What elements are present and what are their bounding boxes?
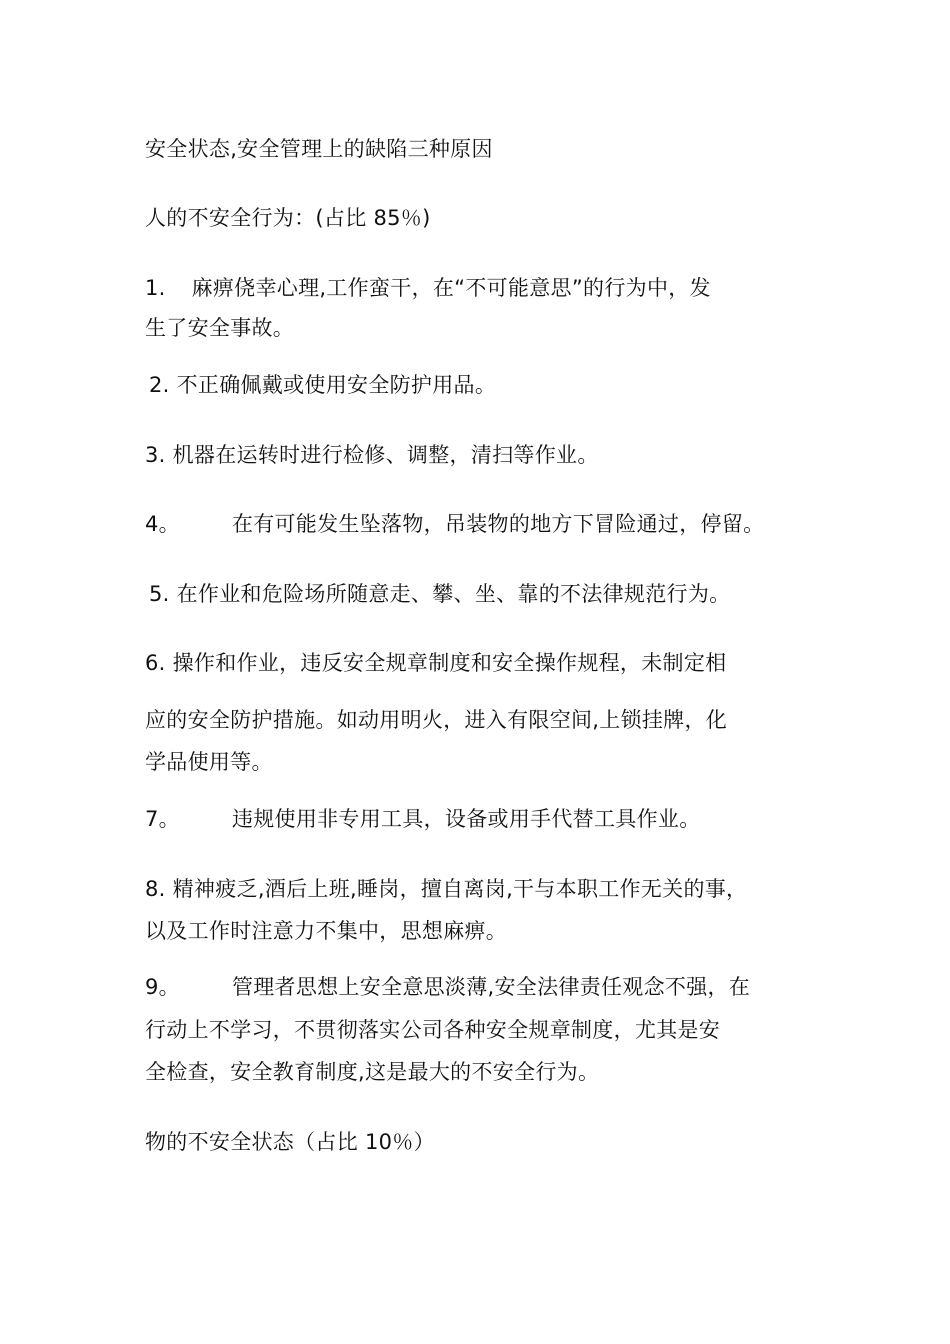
list-item-2-number: 2. xyxy=(149,373,170,397)
list-item-9-line-2: 行动上不学习，不贯彻落实公司各种安全规章制度，尤其是安 xyxy=(145,1018,721,1042)
list-item-6-line-2: 应的安全防护措施。如动用明火，进入有限空间,上锁挂牌，化 xyxy=(145,708,728,732)
list-item-7-number: 7。 xyxy=(145,807,180,831)
list-item-7-text: 违规使用非专用工具，设备或用手代替工具作业。 xyxy=(231,807,701,831)
list-item-8-text: 精神疲乏,酒后上班,睡岗，擅自离岗,干与本职工作无关的事， xyxy=(172,877,748,901)
list-item-9-line-3: 全检查，安全教育制度,这是最大的不安全行为。 xyxy=(145,1060,600,1084)
list-item-6-number: 6. xyxy=(145,651,166,675)
list-item-5 xyxy=(149,579,730,609)
list-item-8-number: 8. xyxy=(145,877,166,901)
intro-line: 安全状态,安全管理上的缺陷三种原因 xyxy=(145,137,493,161)
list-item-5-number: 5. xyxy=(149,582,170,606)
list-item-5-text: 在作业和危险场所随意走、攀、坐、靠的不法律规范行为。 xyxy=(176,582,731,606)
list-item-3 xyxy=(145,440,599,470)
list-item-6-line-3: 学品使用等。 xyxy=(145,750,273,774)
list-item-4-number: 4。 xyxy=(145,512,180,536)
list-item-1-line-1 xyxy=(145,273,711,303)
human-factor-heading: 人的不安全行为：(占比 85％) xyxy=(145,206,431,230)
list-item-3-number: 3. xyxy=(145,443,166,467)
list-item-6-line-1 xyxy=(145,648,726,678)
list-item-6-text: 操作和作业，违反安全规章制度和安全操作规程，未制定相 xyxy=(172,651,727,675)
list-item-1-line-2: 生了安全事故。 xyxy=(145,316,295,340)
list-item-8-line-2: 以及工作时注意力不集中，思想麻痹。 xyxy=(145,919,508,943)
list-item-8-line-1 xyxy=(145,874,747,904)
list-item-7 xyxy=(145,804,701,834)
list-item-2-text: 不正确佩戴或使用安全防护用品。 xyxy=(176,373,497,397)
list-item-9-number: 9。 xyxy=(145,975,180,999)
list-item-1-text: 麻痹侥幸心理,工作蛮干，在“不可能意思”的行为中，发 xyxy=(191,276,711,300)
list-item-1-number: 1. xyxy=(145,276,166,300)
list-item-9-line-1 xyxy=(145,972,750,1002)
list-item-3-text: 机器在运转时进行检修、调整，清扫等作业。 xyxy=(172,443,599,467)
list-item-4 xyxy=(145,509,764,539)
object-factor-heading: 物的不安全状态（占比 10％） xyxy=(145,1130,435,1154)
list-item-9-text: 管理者思想上安全意思淡薄,安全法律责任观念不强，在 xyxy=(231,975,751,999)
list-item-2 xyxy=(149,370,496,400)
list-item-4-text: 在有可能发生坠落物，吊装物的地方下冒险通过，停留。 xyxy=(231,512,765,536)
